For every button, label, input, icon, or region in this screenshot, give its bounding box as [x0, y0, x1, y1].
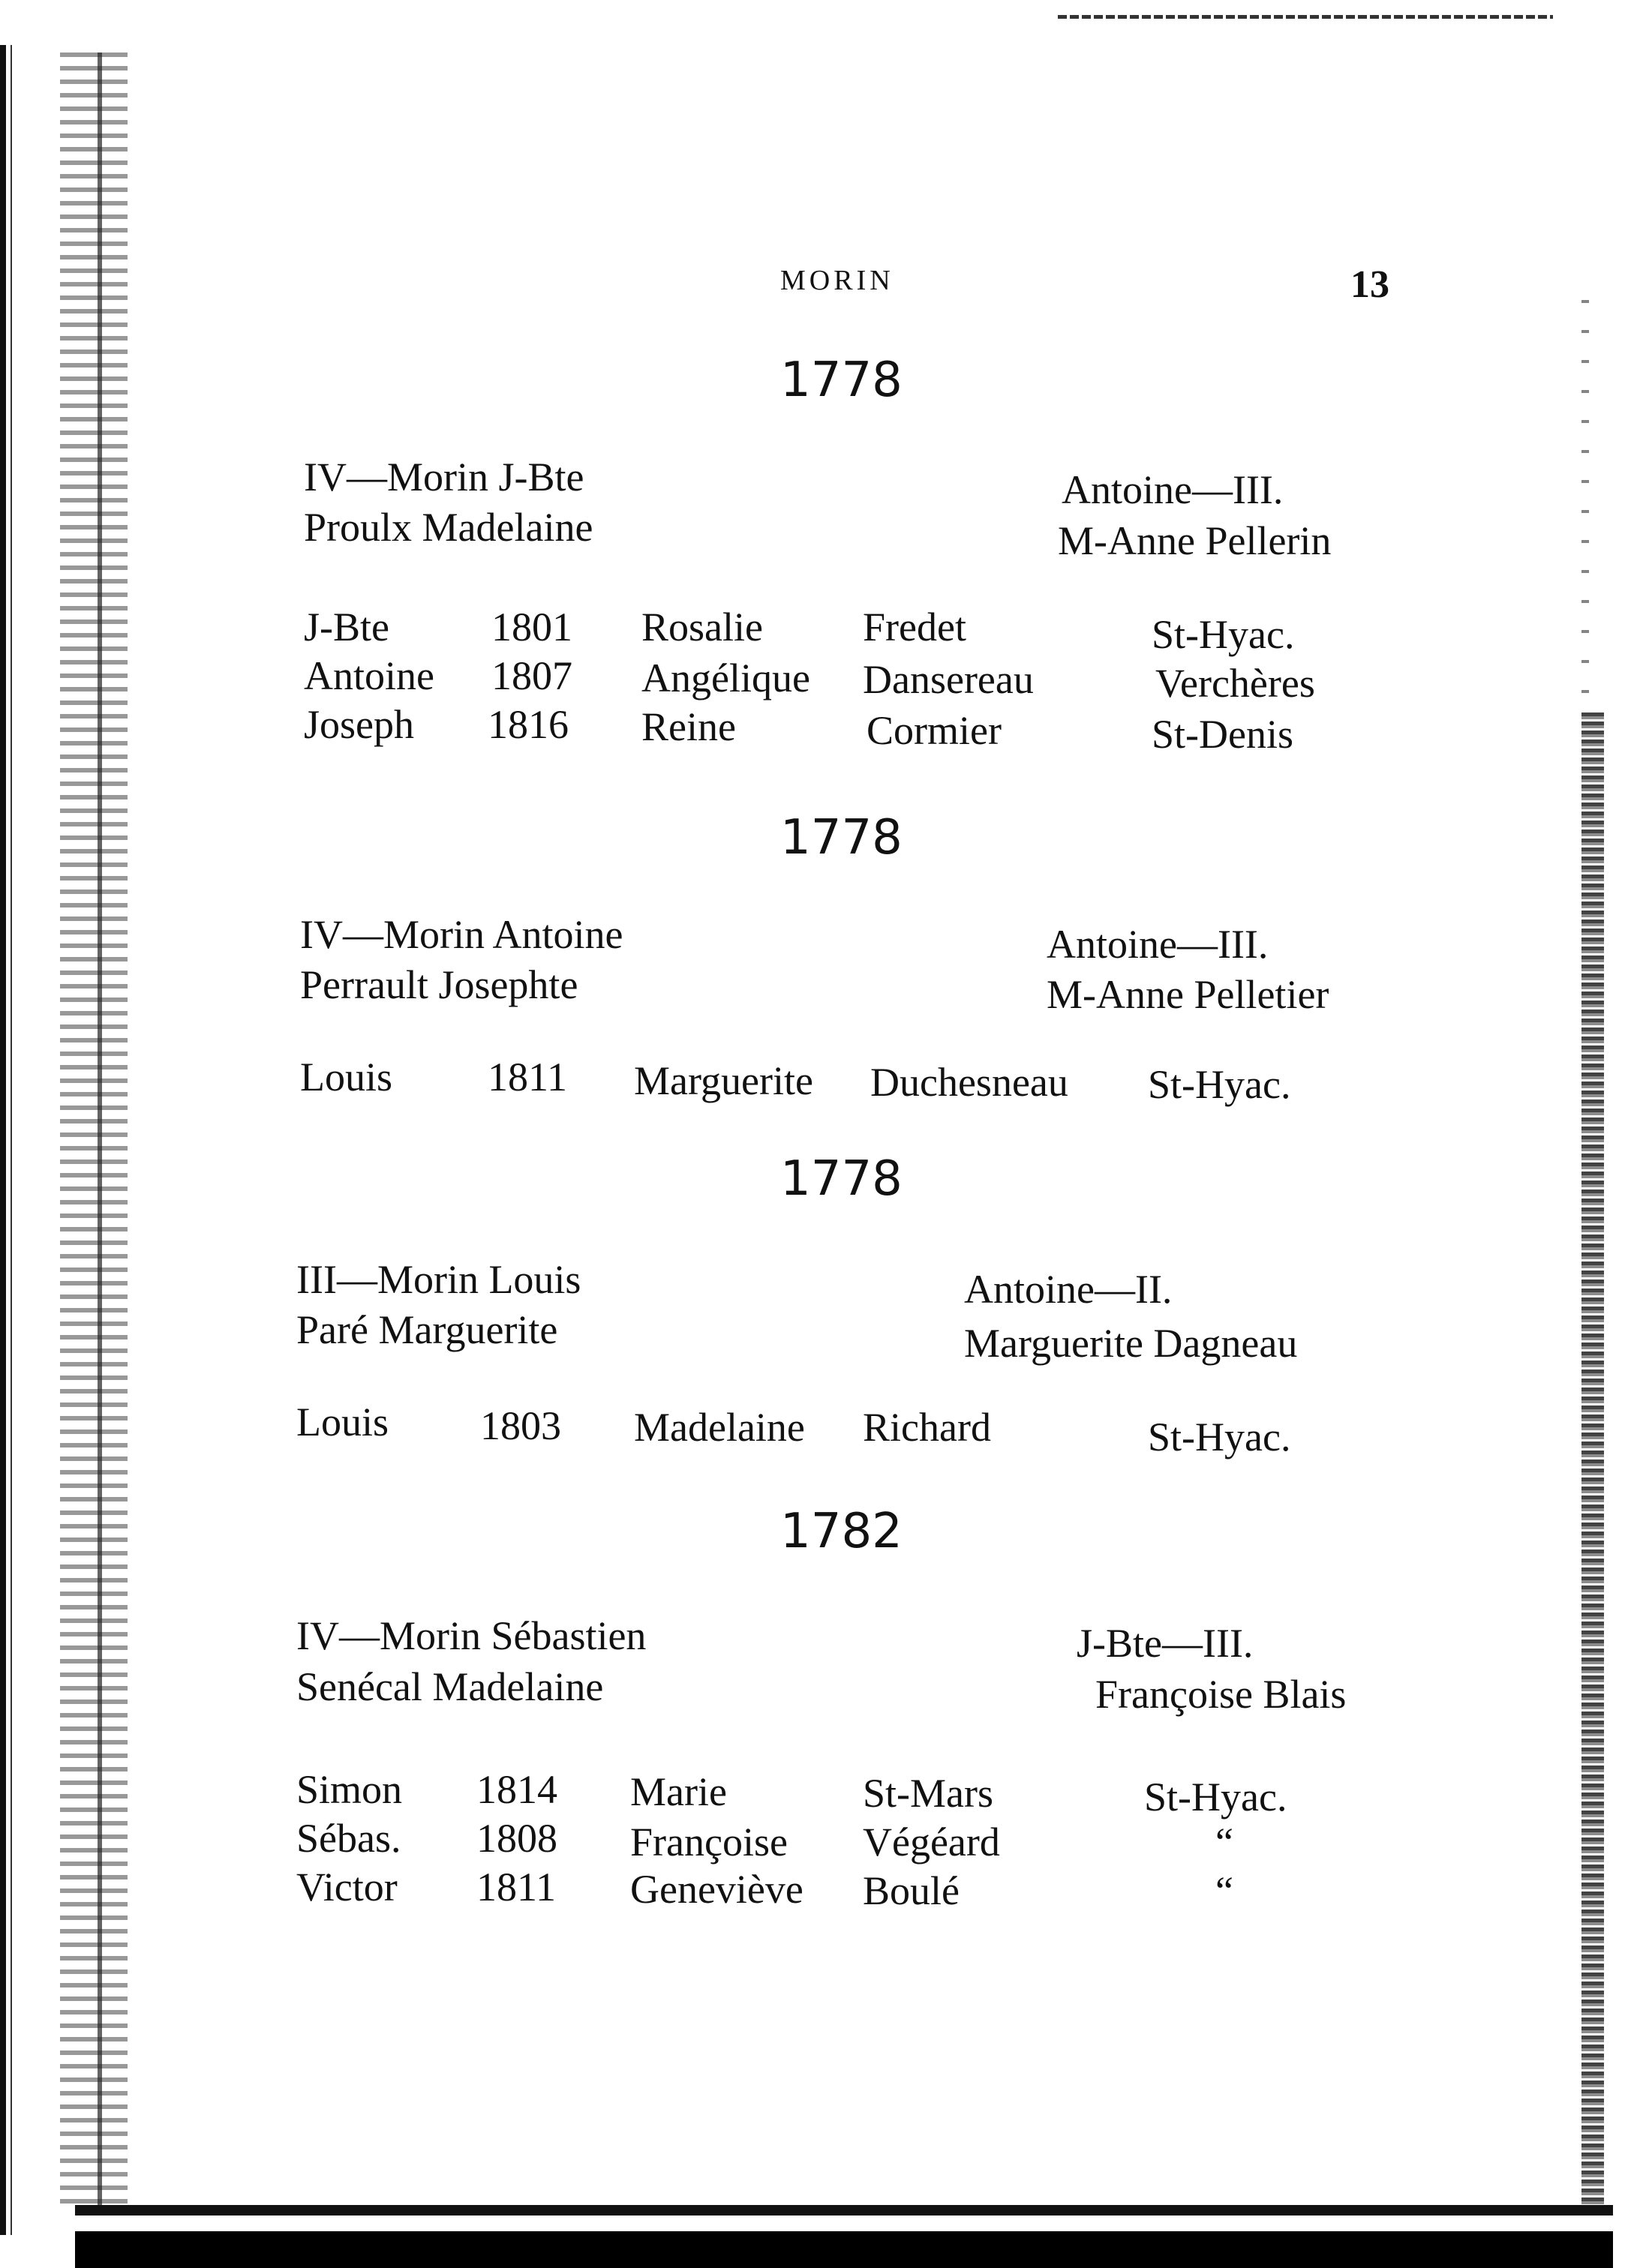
marriage-place: St-Hyac. — [1148, 1062, 1291, 1107]
spouse-first-name: Geneviève — [630, 1867, 803, 1912]
husband-name: IV—Morin Sébastien — [296, 1613, 647, 1658]
wife-name: Paré Marguerite — [296, 1307, 558, 1352]
spouse-last-name: Duchesneau — [870, 1060, 1068, 1105]
marriage-place: St-Hyac. — [1152, 612, 1295, 657]
spouse-last-name: Boulé — [863, 1868, 960, 1913]
wife-name: Proulx Madelaine — [304, 505, 593, 550]
entry-year: 1782 — [780, 1504, 903, 1559]
marriage-place: St-Hyac. — [1148, 1414, 1291, 1460]
wife-name: Senécal Madelaine — [296, 1664, 604, 1709]
husband-parents: Antoine—III. — [1062, 467, 1284, 512]
child-marriage-year: 1807 — [491, 653, 572, 698]
entry-year: 1778 — [780, 1151, 903, 1207]
wife-name: Perrault Josephte — [300, 962, 578, 1007]
child-marriage-year: 1811 — [476, 1864, 556, 1910]
child-name: Louis — [296, 1400, 389, 1444]
page-number: 13 — [1350, 263, 1389, 306]
child-marriage-year: 1811 — [488, 1054, 567, 1100]
child-name: Simon — [296, 1767, 403, 1812]
spouse-first-name: Françoise — [630, 1820, 788, 1864]
child-marriage-year: 1814 — [476, 1767, 557, 1812]
husband-parents: Antoine—II. — [964, 1267, 1173, 1312]
husband-name: IV—Morin Antoine — [300, 912, 623, 957]
scan-edge-top — [1058, 15, 1553, 19]
entry-year: 1778 — [780, 810, 903, 866]
spouse-first-name: Angélique — [641, 656, 810, 700]
child-marriage-year: 1803 — [480, 1403, 561, 1448]
marriage-place: St-Hyac. — [1144, 1774, 1287, 1820]
spouse-last-name: Dansereau — [863, 657, 1034, 702]
spouse-first-name: Rosalie — [641, 604, 763, 650]
marriage-place: “ — [1215, 1820, 1233, 1864]
child-marriage-year: 1808 — [476, 1816, 557, 1861]
husband-parents: Antoine—III. — [1047, 922, 1269, 967]
entry-year: 1778 — [780, 352, 903, 408]
spouse-last-name: Végéard — [863, 1820, 1000, 1864]
spouse-first-name: Marguerite — [634, 1058, 813, 1103]
husband-parents: J-Bte—III. — [1077, 1621, 1254, 1666]
spouse-last-name: St-Mars — [863, 1771, 993, 1816]
spouse-last-name: Fredet — [863, 604, 966, 650]
scan-edge-left-binding — [60, 52, 128, 2212]
spouse-last-name: Cormier — [867, 708, 1002, 753]
scan-edge-right — [1581, 712, 1604, 2212]
wife-parents: M-Anne Pellerin — [1058, 518, 1332, 563]
child-name: Joseph — [304, 702, 414, 747]
scan-edge-bottom — [75, 2205, 1613, 2216]
spouse-last-name: Richard — [863, 1405, 991, 1450]
marriage-place: St-Denis — [1152, 712, 1293, 757]
scan-edge-right-dots — [1581, 300, 1589, 720]
wife-parents: M-Anne Pelletier — [1047, 972, 1329, 1017]
child-name: Louis — [300, 1054, 393, 1100]
child-name: Victor — [296, 1864, 398, 1910]
scan-edge-left-line — [98, 52, 102, 2212]
child-marriage-year: 1801 — [491, 604, 572, 650]
spouse-first-name: Madelaine — [634, 1405, 805, 1450]
child-name: Antoine — [304, 653, 434, 698]
child-name: Sébas. — [296, 1816, 401, 1861]
husband-name: IV—Morin J-Bte — [304, 454, 584, 500]
scan-edge-left — [0, 45, 21, 2235]
child-name: J-Bte — [304, 604, 389, 650]
spouse-first-name: Reine — [641, 704, 736, 749]
marriage-place: Verchères — [1155, 661, 1315, 706]
wife-parents: Françoise Blais — [1095, 1672, 1347, 1717]
running-header: MORIN — [780, 265, 894, 296]
wife-parents: Marguerite Dagneau — [964, 1321, 1298, 1366]
spouse-first-name: Marie — [630, 1769, 727, 1814]
marriage-place: “ — [1215, 1868, 1233, 1913]
scan-edge-bottom-shadow — [75, 2231, 1613, 2268]
husband-name: III—Morin Louis — [296, 1257, 581, 1302]
child-marriage-year: 1816 — [488, 702, 569, 747]
